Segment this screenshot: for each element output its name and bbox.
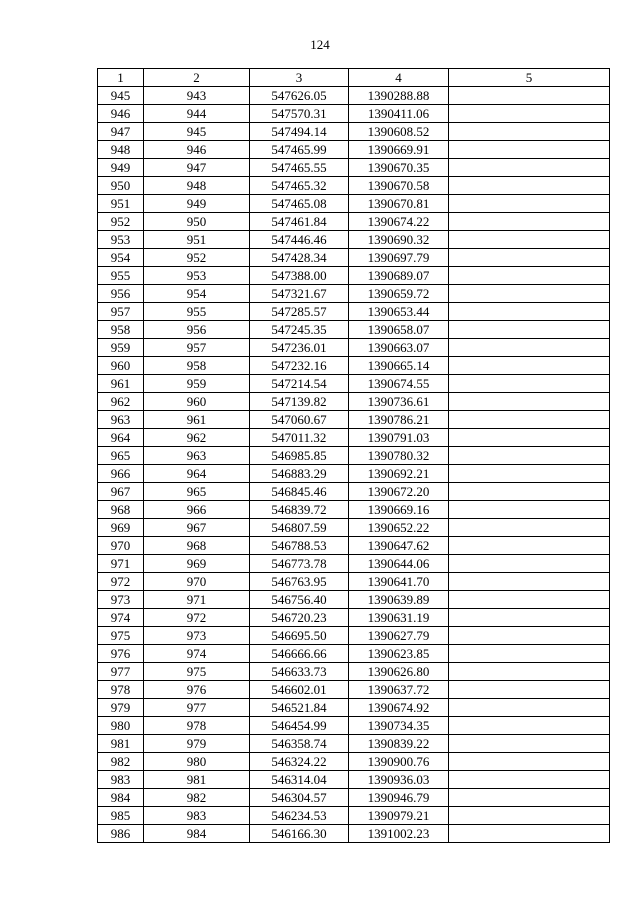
table-row — [98, 645, 610, 663]
table-cell: 1390946.79 — [349, 789, 449, 807]
table-row — [98, 699, 610, 717]
table-cell: 546883.29 — [250, 465, 349, 483]
table-cell: 979 — [98, 699, 144, 717]
table-cell: 945 — [98, 87, 144, 105]
table-cell: 1390626.80 — [349, 663, 449, 681]
table-row — [98, 735, 610, 753]
table-row — [98, 573, 610, 591]
table-row — [98, 267, 610, 285]
table-cell: 1390637.72 — [349, 681, 449, 699]
table-cell: 944 — [144, 105, 250, 123]
table-row — [98, 483, 610, 501]
table-cell: 1390670.58 — [349, 177, 449, 195]
table-cell: 970 — [98, 537, 144, 555]
table-cell: 547494.14 — [250, 123, 349, 141]
table-cell: 959 — [144, 375, 250, 393]
table-cell: 956 — [98, 285, 144, 303]
table-cell: 977 — [98, 663, 144, 681]
table-cell: 959 — [98, 339, 144, 357]
table-cell: 546521.84 — [250, 699, 349, 717]
table-row — [98, 123, 610, 141]
table-cell — [449, 573, 610, 591]
table-cell: 1390658.07 — [349, 321, 449, 339]
table-cell: 1391002.23 — [349, 825, 449, 843]
table-row — [98, 393, 610, 411]
table-cell: 971 — [98, 555, 144, 573]
table-cell: 973 — [98, 591, 144, 609]
table-cell: 975 — [144, 663, 250, 681]
table-cell: 978 — [144, 717, 250, 735]
table-cell: 984 — [144, 825, 250, 843]
table-cell: 950 — [144, 213, 250, 231]
table-cell: 952 — [98, 213, 144, 231]
table-row — [98, 591, 610, 609]
table-cell — [449, 285, 610, 303]
table-cell — [449, 663, 610, 681]
table-cell: 546454.99 — [250, 717, 349, 735]
table-cell — [449, 465, 610, 483]
table-cell: 547465.55 — [250, 159, 349, 177]
table-row — [98, 807, 610, 825]
table-row — [98, 609, 610, 627]
table-cell: 547285.57 — [250, 303, 349, 321]
table-cell: 1390839.22 — [349, 735, 449, 753]
table-cell: 986 — [98, 825, 144, 843]
table-cell: 1390734.35 — [349, 717, 449, 735]
table-cell: 976 — [144, 681, 250, 699]
table-cell: 546695.50 — [250, 627, 349, 645]
table-cell — [449, 393, 610, 411]
coordinates-table — [97, 68, 610, 843]
table-cell: 547214.54 — [250, 375, 349, 393]
table-cell — [449, 159, 610, 177]
table-cell — [449, 321, 610, 339]
table-row — [98, 177, 610, 195]
table-cell: 980 — [144, 753, 250, 771]
table-cell: 547461.84 — [250, 213, 349, 231]
table-cell: 954 — [144, 285, 250, 303]
table-cell: 967 — [144, 519, 250, 537]
table-cell: 1390692.21 — [349, 465, 449, 483]
table-cell: 546756.40 — [250, 591, 349, 609]
table-cell: 1390672.20 — [349, 483, 449, 501]
table-cell — [449, 447, 610, 465]
table-cell — [449, 699, 610, 717]
table-cell: 1390639.89 — [349, 591, 449, 609]
table-cell — [449, 537, 610, 555]
table-cell: 546602.01 — [250, 681, 349, 699]
table-cell — [449, 249, 610, 267]
table-cell: 546314.04 — [250, 771, 349, 789]
table-cell: 956 — [144, 321, 250, 339]
table-cell: 546234.53 — [250, 807, 349, 825]
table-cell: 546666.66 — [250, 645, 349, 663]
page-number: 124 — [310, 37, 330, 52]
table-cell: 962 — [98, 393, 144, 411]
table-cell: 943 — [144, 87, 250, 105]
table-row — [98, 825, 610, 843]
table-cell: 1390669.16 — [349, 501, 449, 519]
table-cell: 961 — [144, 411, 250, 429]
table-cell — [449, 267, 610, 285]
table-cell: 546358.74 — [250, 735, 349, 753]
table-cell: 945 — [144, 123, 250, 141]
table-cell: 1390674.55 — [349, 375, 449, 393]
table-cell: 969 — [98, 519, 144, 537]
table-cell: 1390690.32 — [349, 231, 449, 249]
table-cell: 547236.01 — [250, 339, 349, 357]
table-cell: 963 — [98, 411, 144, 429]
table-row — [98, 537, 610, 555]
table-cell — [449, 825, 610, 843]
table-cell: 982 — [144, 789, 250, 807]
table-cell: 966 — [98, 465, 144, 483]
table-cell: 547465.99 — [250, 141, 349, 159]
table-cell: 955 — [98, 267, 144, 285]
table-cell: 965 — [98, 447, 144, 465]
table-cell: 546773.78 — [250, 555, 349, 573]
table-cell: 951 — [98, 195, 144, 213]
table-cell: 958 — [98, 321, 144, 339]
table-cell: 983 — [98, 771, 144, 789]
table-cell: 985 — [98, 807, 144, 825]
table-cell: 961 — [98, 375, 144, 393]
table-cell: 1390641.70 — [349, 573, 449, 591]
table-cell — [449, 339, 610, 357]
table-cell: 969 — [144, 555, 250, 573]
table-cell: 972 — [98, 573, 144, 591]
table-cell: 967 — [98, 483, 144, 501]
table-cell: 1390627.79 — [349, 627, 449, 645]
table-cell: 951 — [144, 231, 250, 249]
table-cell: 977 — [144, 699, 250, 717]
table-cell: 546985.85 — [250, 447, 349, 465]
table-row — [98, 465, 610, 483]
table-cell: 963 — [144, 447, 250, 465]
table-cell: 547139.82 — [250, 393, 349, 411]
table-cell — [449, 177, 610, 195]
table-cell — [449, 735, 610, 753]
table-cell: 957 — [98, 303, 144, 321]
table-row — [98, 681, 610, 699]
table-cell: 949 — [98, 159, 144, 177]
table-cell: 1390697.79 — [349, 249, 449, 267]
table-row — [98, 105, 610, 123]
table-cell: 546845.46 — [250, 483, 349, 501]
table-cell: 973 — [144, 627, 250, 645]
table-cell — [449, 123, 610, 141]
table-row — [98, 771, 610, 789]
column-header-5: 5 — [449, 69, 610, 87]
table-cell — [449, 591, 610, 609]
table-body — [98, 87, 610, 843]
table-row — [98, 285, 610, 303]
table-cell: 1390608.52 — [349, 123, 449, 141]
table-row — [98, 429, 610, 447]
table-cell: 546633.73 — [250, 663, 349, 681]
table-row — [98, 555, 610, 573]
table-header — [98, 69, 610, 87]
table-cell: 547446.46 — [250, 231, 349, 249]
table-cell: 950 — [98, 177, 144, 195]
table-cell — [449, 519, 610, 537]
table-cell: 962 — [144, 429, 250, 447]
table-cell — [449, 141, 610, 159]
table-row — [98, 339, 610, 357]
table-row — [98, 519, 610, 537]
table-cell — [449, 501, 610, 519]
column-header-3: 3 — [250, 69, 349, 87]
table-cell — [449, 645, 610, 663]
table-cell: 964 — [98, 429, 144, 447]
table-cell: 981 — [98, 735, 144, 753]
table-cell — [449, 411, 610, 429]
table-cell: 547060.67 — [250, 411, 349, 429]
table-row — [98, 411, 610, 429]
table-cell: 966 — [144, 501, 250, 519]
table-cell — [449, 681, 610, 699]
table-cell — [449, 357, 610, 375]
table-cell: 982 — [98, 753, 144, 771]
table-cell — [449, 555, 610, 573]
table-cell: 1390900.76 — [349, 753, 449, 771]
table-cell: 981 — [144, 771, 250, 789]
table-cell — [449, 627, 610, 645]
table-cell: 953 — [144, 267, 250, 285]
table-cell: 547388.00 — [250, 267, 349, 285]
table-cell: 953 — [98, 231, 144, 249]
table-cell: 546839.72 — [250, 501, 349, 519]
table-cell: 547428.34 — [250, 249, 349, 267]
column-header-4: 4 — [349, 69, 449, 87]
table-cell: 1390670.81 — [349, 195, 449, 213]
table-row — [98, 87, 610, 105]
table-cell: 1390665.14 — [349, 357, 449, 375]
table-cell: 971 — [144, 591, 250, 609]
table-row — [98, 789, 610, 807]
table-cell: 1390288.88 — [349, 87, 449, 105]
table-row — [98, 303, 610, 321]
table-row — [98, 141, 610, 159]
table-cell — [449, 105, 610, 123]
table-cell: 972 — [144, 609, 250, 627]
table-cell: 960 — [144, 393, 250, 411]
table-row — [98, 159, 610, 177]
table-cell: 1390669.91 — [349, 141, 449, 159]
table-row — [98, 501, 610, 519]
table-cell: 1390780.32 — [349, 447, 449, 465]
table-cell: 547626.05 — [250, 87, 349, 105]
table-cell — [449, 231, 610, 249]
table-cell: 974 — [98, 609, 144, 627]
table-cell: 546720.23 — [250, 609, 349, 627]
table-cell: 1390631.19 — [349, 609, 449, 627]
table-cell: 1390786.21 — [349, 411, 449, 429]
table-cell: 1390674.92 — [349, 699, 449, 717]
table-cell: 980 — [98, 717, 144, 735]
table-cell: 1390736.61 — [349, 393, 449, 411]
table-cell: 547232.16 — [250, 357, 349, 375]
table-cell: 960 — [98, 357, 144, 375]
table-cell: 1390936.03 — [349, 771, 449, 789]
table-row — [98, 195, 610, 213]
table-cell: 547245.35 — [250, 321, 349, 339]
table-row — [98, 447, 610, 465]
table-cell — [449, 807, 610, 825]
table-cell: 547465.32 — [250, 177, 349, 195]
table-cell: 1390644.06 — [349, 555, 449, 573]
table-cell: 1390791.03 — [349, 429, 449, 447]
table-row — [98, 321, 610, 339]
table-row — [98, 663, 610, 681]
table-cell: 547321.67 — [250, 285, 349, 303]
table-row — [98, 627, 610, 645]
table-cell — [449, 87, 610, 105]
table-row — [98, 375, 610, 393]
table-cell: 952 — [144, 249, 250, 267]
table-cell: 948 — [98, 141, 144, 159]
table-cell: 1390979.21 — [349, 807, 449, 825]
table-cell — [449, 717, 610, 735]
table-cell: 948 — [144, 177, 250, 195]
table-cell: 949 — [144, 195, 250, 213]
table-row — [98, 231, 610, 249]
table-row — [98, 717, 610, 735]
table-cell — [449, 375, 610, 393]
table-row — [98, 213, 610, 231]
table-cell: 946 — [98, 105, 144, 123]
table-cell: 547570.31 — [250, 105, 349, 123]
table-cell: 1390652.22 — [349, 519, 449, 537]
table-cell: 546788.53 — [250, 537, 349, 555]
table-cell: 965 — [144, 483, 250, 501]
table-cell: 964 — [144, 465, 250, 483]
table-cell — [449, 429, 610, 447]
table-cell: 546304.57 — [250, 789, 349, 807]
header-row — [98, 69, 610, 87]
table-cell: 1390663.07 — [349, 339, 449, 357]
table-cell: 947 — [144, 159, 250, 177]
table-cell: 947 — [98, 123, 144, 141]
table-row — [98, 357, 610, 375]
table-cell: 974 — [144, 645, 250, 663]
table-cell: 970 — [144, 573, 250, 591]
table-cell: 1390411.06 — [349, 105, 449, 123]
table-cell — [449, 303, 610, 321]
table-cell: 546763.95 — [250, 573, 349, 591]
table-cell: 546166.30 — [250, 825, 349, 843]
table-cell: 979 — [144, 735, 250, 753]
table-cell: 968 — [98, 501, 144, 519]
table-cell: 957 — [144, 339, 250, 357]
table-cell: 955 — [144, 303, 250, 321]
column-header-2: 2 — [144, 69, 250, 87]
table-cell — [449, 609, 610, 627]
table-cell: 984 — [98, 789, 144, 807]
table-cell: 547465.08 — [250, 195, 349, 213]
table-cell: 547011.32 — [250, 429, 349, 447]
table-cell — [449, 789, 610, 807]
table-row — [98, 753, 610, 771]
table-cell — [449, 753, 610, 771]
table-cell: 976 — [98, 645, 144, 663]
table-cell: 1390653.44 — [349, 303, 449, 321]
table-cell — [449, 771, 610, 789]
table-cell: 1390623.85 — [349, 645, 449, 663]
table-cell — [449, 483, 610, 501]
table-cell: 968 — [144, 537, 250, 555]
table-cell: 1390659.72 — [349, 285, 449, 303]
column-header-1: 1 — [98, 69, 144, 87]
table-cell: 546324.22 — [250, 753, 349, 771]
table-cell: 983 — [144, 807, 250, 825]
table-cell — [449, 195, 610, 213]
table-cell: 946 — [144, 141, 250, 159]
table-row — [98, 249, 610, 267]
table-cell: 546807.59 — [250, 519, 349, 537]
table-cell — [449, 213, 610, 231]
table-cell: 978 — [98, 681, 144, 699]
table-cell: 1390674.22 — [349, 213, 449, 231]
table-cell: 954 — [98, 249, 144, 267]
table-cell: 1390670.35 — [349, 159, 449, 177]
table-cell: 1390689.07 — [349, 267, 449, 285]
table-cell: 1390647.62 — [349, 537, 449, 555]
table-cell: 958 — [144, 357, 250, 375]
table-cell: 975 — [98, 627, 144, 645]
